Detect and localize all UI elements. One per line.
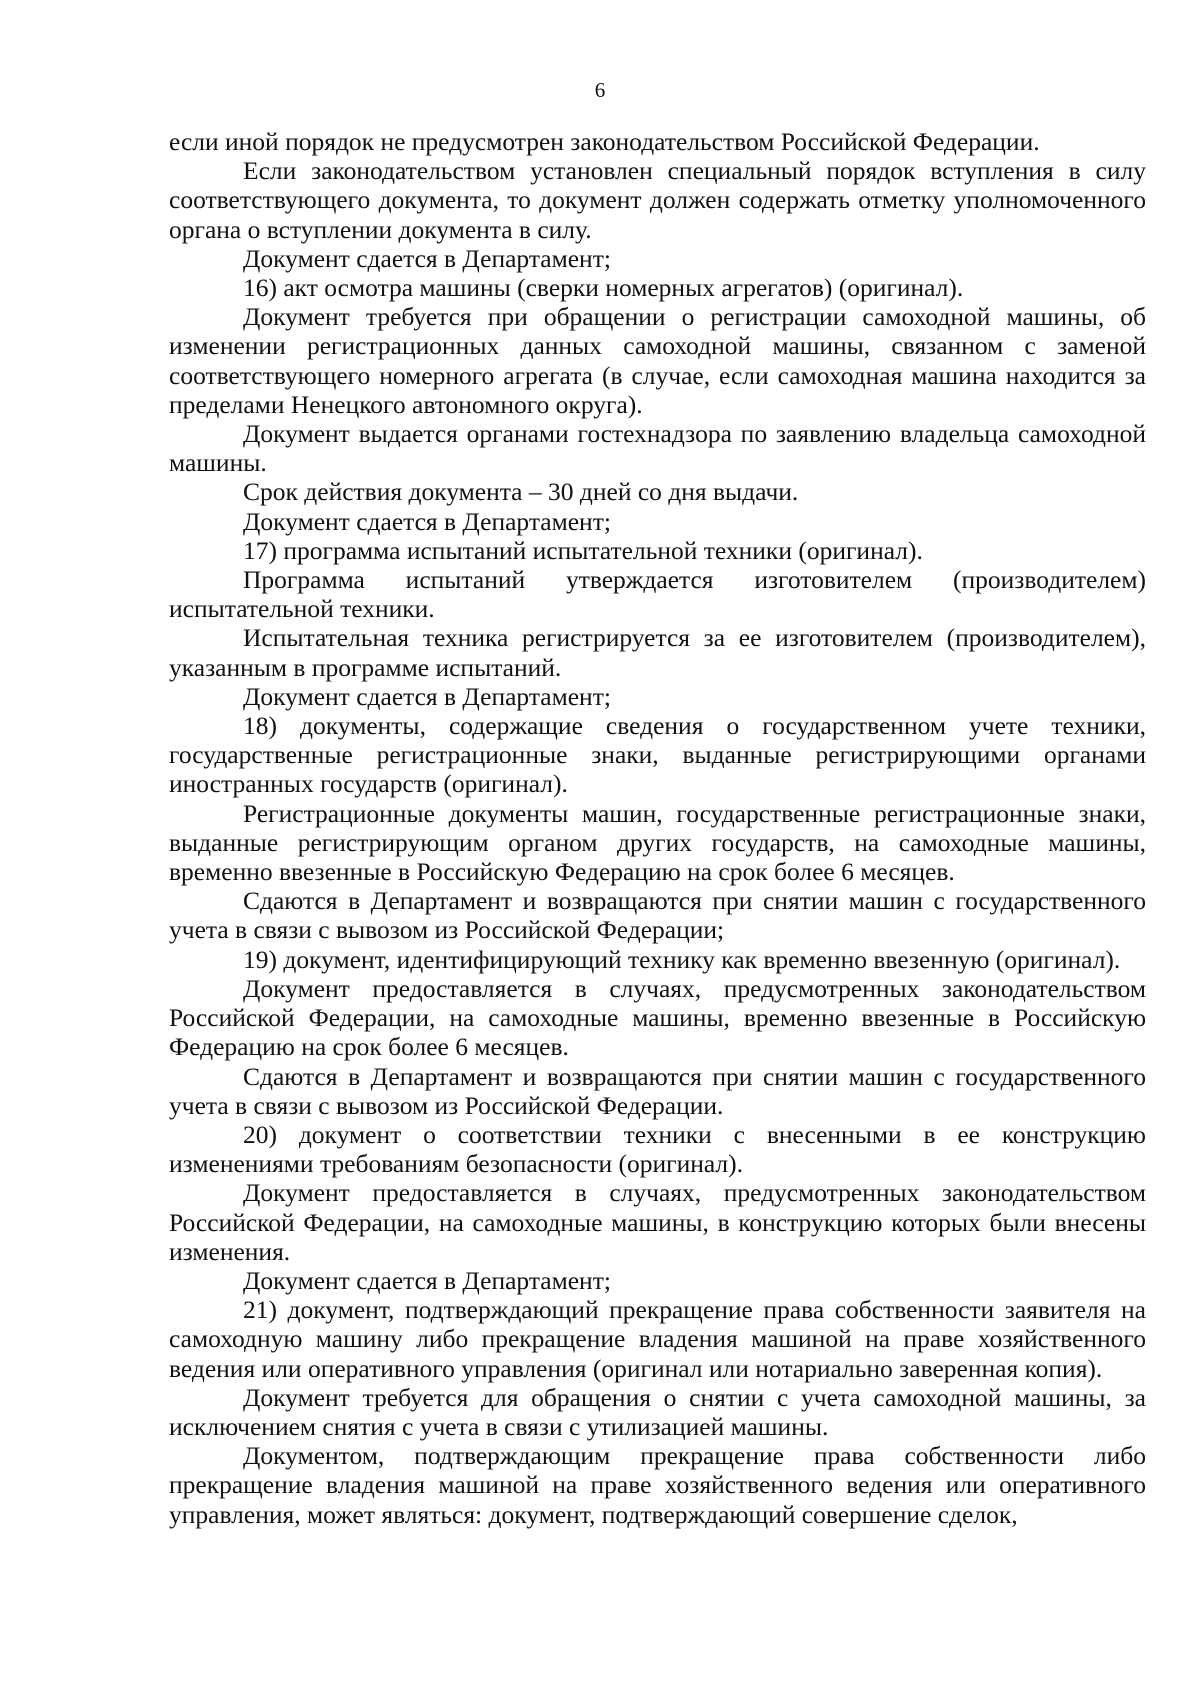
paragraph: Срок действия документа – 30 дней со дня выдачи. [243,477,799,507]
paragraph: Документ сдается в Департамент; [243,681,611,711]
paragraph: Программа испытаний утверждается изготовителем (производителем) испытательной техники. [169,565,1146,624]
paragraph: Если законодательством установлен специальный порядок вступления в силу соответствующего документа, то документ должен содержать отметку уполномоченного органа о вступлении документа в силу. [169,156,1146,244]
paragraph: Сдаются в Департамент и возвращаются при снятии машин с государственного учета в связи с вывозом из Российской Федерации; [169,886,1146,945]
page-number: 6 [594,78,606,102]
paragraph: Документом, подтверждающим прекращение права собственности либо прекращение владения машиной на праве хозяйственного ведения или оперативного управления, может являться: документ, подтверждающий совершение сделок, [169,1441,1146,1529]
list-item-21: 21) документ, подтверждающий прекращение права собственности заявителя на самоходную машину либо прекращение владения машиной на праве хозяйственного ведения или оперативного управления (оригинал или нотариально заверенная копия). [169,1295,1146,1383]
list-item-18: 18) документы, содержащие сведения о государственном учете техники, государственные регистрационные знаки, выданные регистрирующими органами иностранных государств (оригинал). [169,711,1146,799]
list-item-16: 16) акт осмотра машины (сверки номерных агрегатов) (оригинал). [243,273,964,303]
paragraph: Документ выдается органами гостехнадзора по заявлению владельца самоходной машины. [169,419,1146,478]
paragraph: если иной порядок не предусмотрен законодательством Российской Федерации. [169,127,1040,156]
paragraph: Документ требуется для обращения о снятии с учета самоходной машины, за исключением снятия с учета в связи с утилизацией машины. [169,1382,1146,1441]
paragraph: Документ сдается в Департамент; [243,506,611,536]
paragraph: Документ сдается в Департамент; [243,1265,611,1295]
document-body [169,127,1146,1529]
list-item-17: 17) программа испытаний испытательной техники (оригинал). [243,535,923,565]
paragraph: Сдаются в Департамент и возвращаются при снятии машин с государственного учета в связи с вывозом из Российской Федерации. [169,1061,1146,1120]
paragraph: Документ сдается в Департамент; [243,243,611,273]
paragraph: Испытательная техника регистрируется за ее изготовителем (производителем), указанным в программе испытаний. [169,623,1146,682]
paragraph: Документ предоставляется в случаях, предусмотренных законодательством Российской Федерации, на самоходные машины, в конструкцию которых были внесены изменения. [169,1178,1146,1266]
list-item-19: 19) документ, идентифицирующий технику как временно ввезенную (оригинал). [243,944,1121,974]
paragraph: Документ предоставляется в случаях, предусмотренных законодательством Российской Федерации, на самоходные машины, временно ввезенные в Российскую Федерацию на срок более 6 месяцев. [169,973,1146,1062]
paragraph: Документ требуется при обращении о регистрации самоходной машины, об изменении регистрационных данных самоходной машины, связанном с заменой соответствующего номерного агрегата (в случае, если самоходная машина находится за пределами Ненецкого автономного округа). [169,302,1146,419]
paragraph: Регистрационные документы машин, государственные регистрационные знаки, выданные регистрирующим органом других государств, на самоходные машины, временно ввезенные в Российскую Федерацию на срок более 6 месяцев. [169,798,1146,887]
list-item-20: 20) документ о соответствии техники с внесенными в ее конструкцию изменениями требованиям безопасности (оригинал). [169,1119,1146,1179]
